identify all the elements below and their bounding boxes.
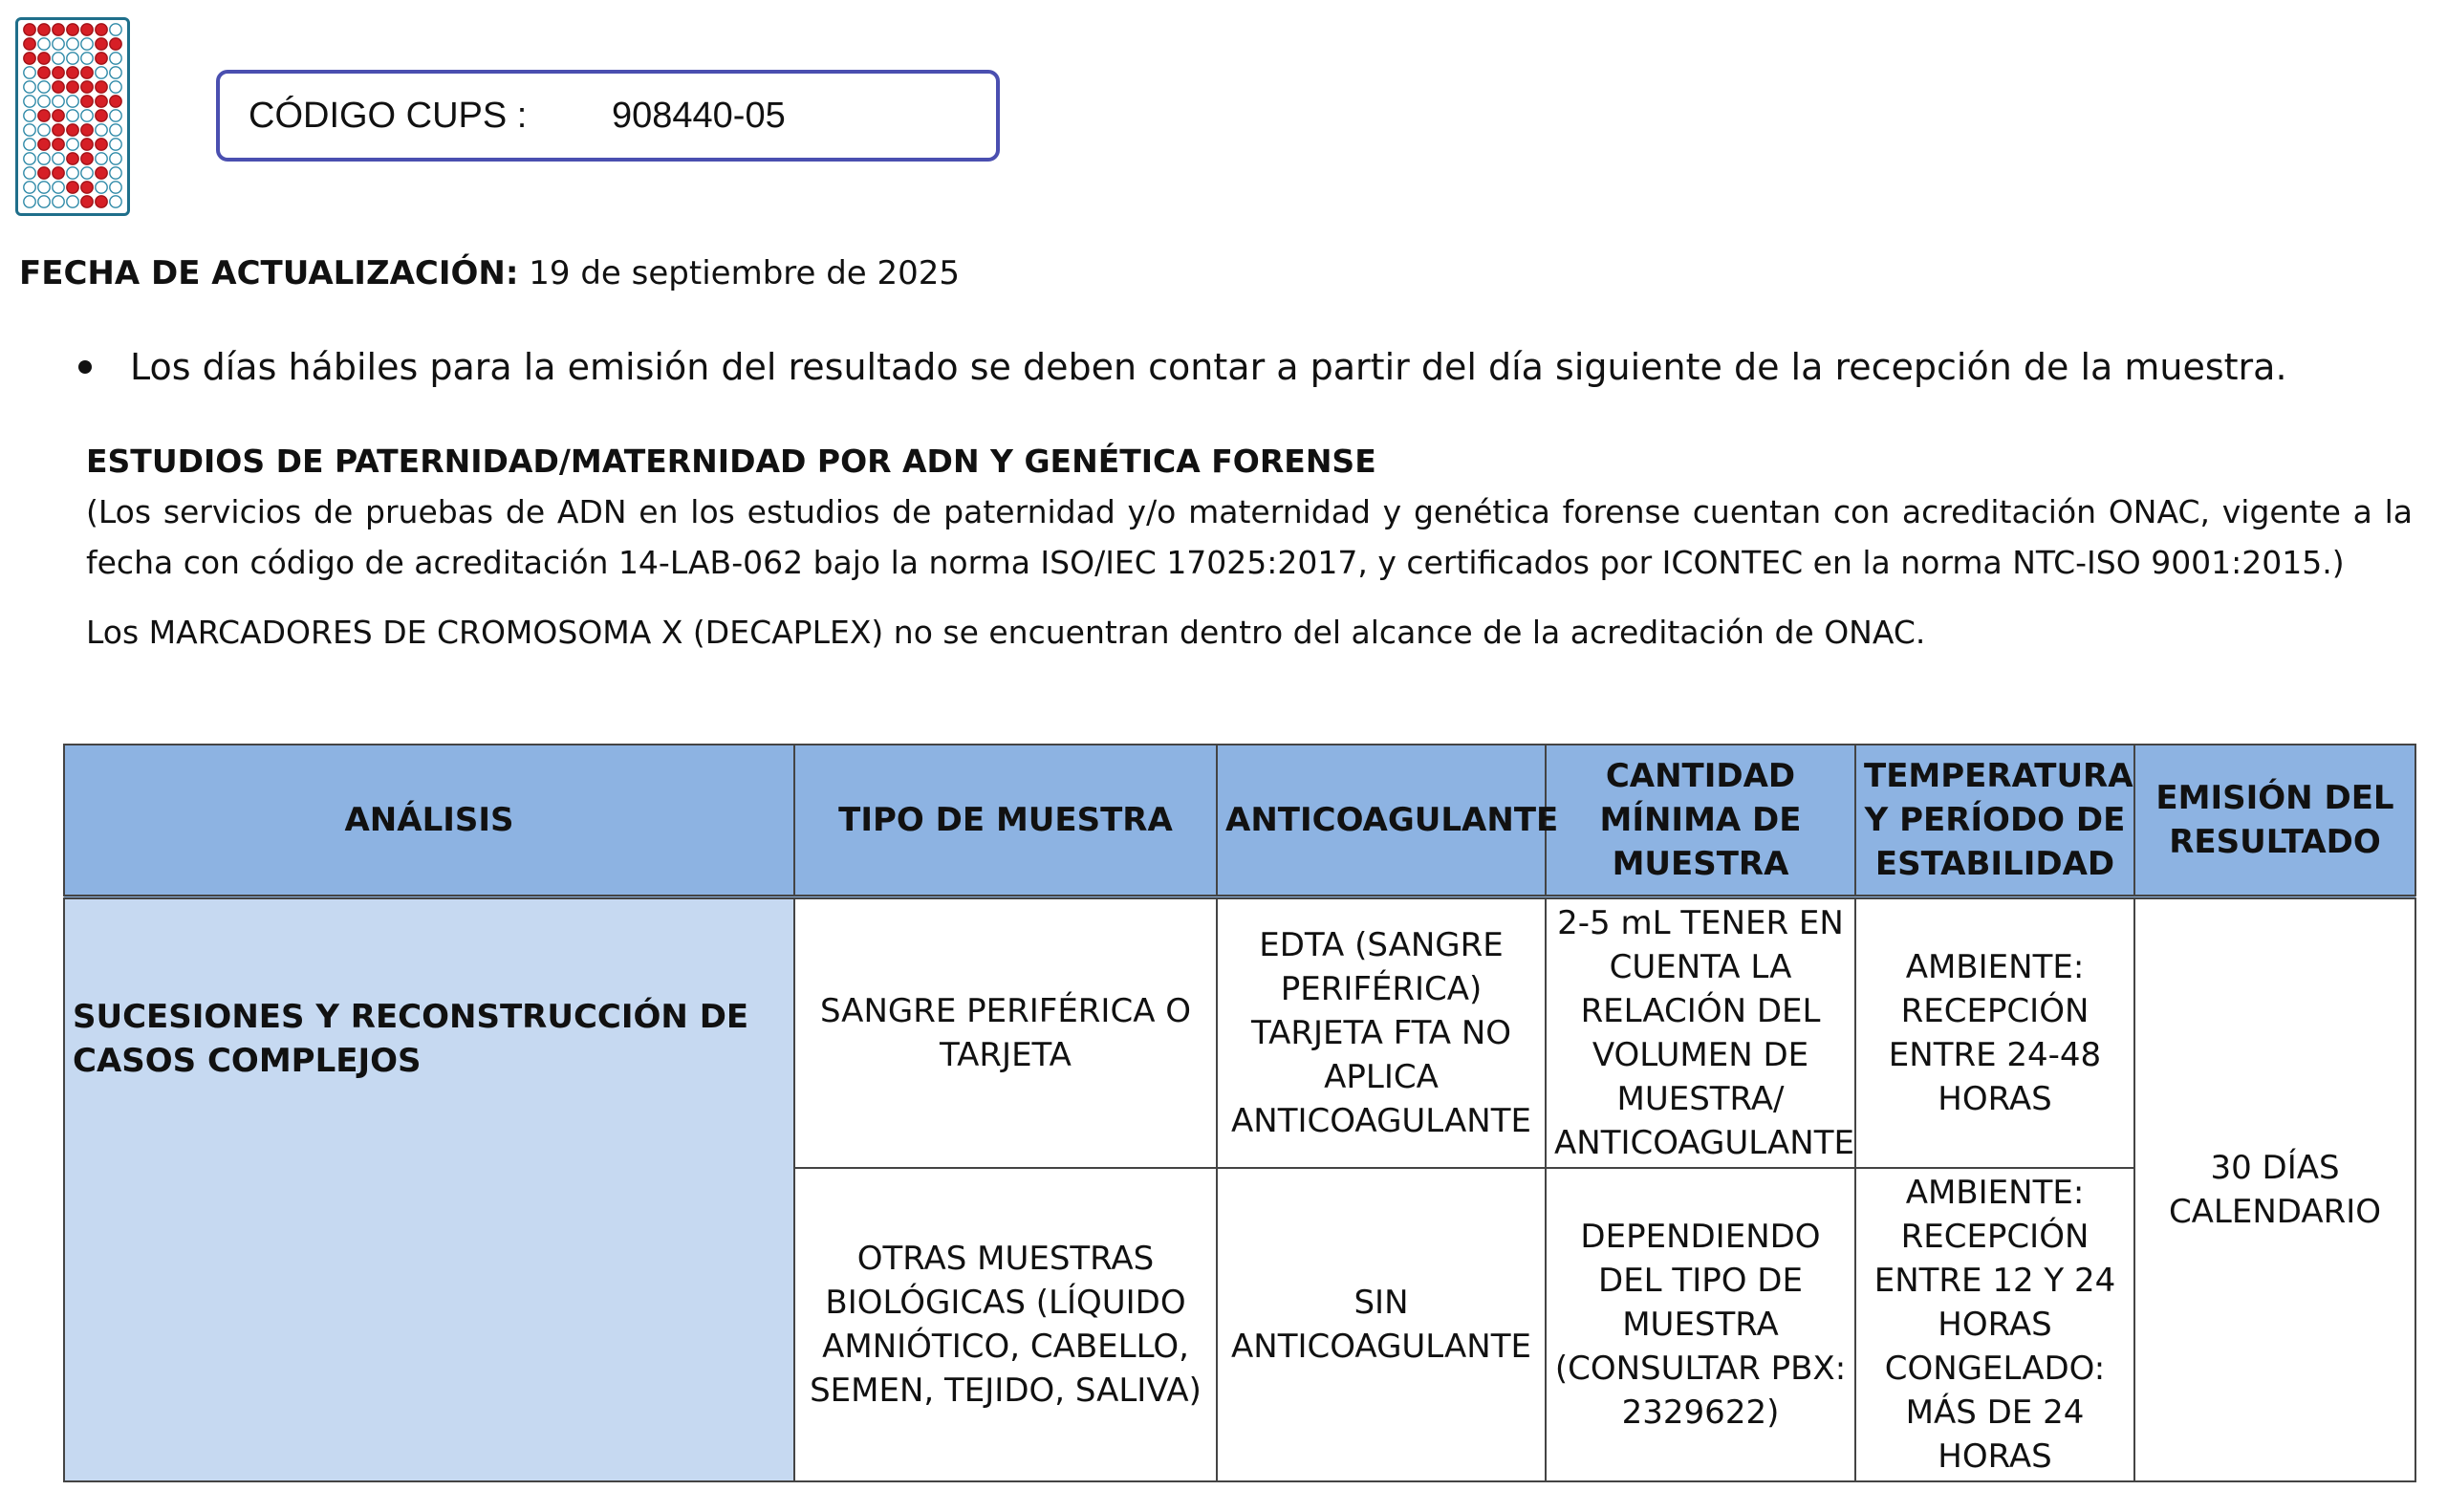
table-row	[64, 897, 2415, 1169]
lab-logo-icon	[18, 20, 127, 213]
logo-dot	[96, 167, 107, 179]
logo-dot	[110, 167, 121, 179]
logo-dot	[67, 67, 78, 78]
logo-dot	[53, 182, 64, 193]
header-min-quantity: CANTIDAD MÍNIMA DE MUESTRA	[1546, 745, 1855, 897]
logo-dot	[110, 124, 121, 136]
logo-dot	[67, 81, 78, 93]
logo-dot	[96, 96, 107, 107]
min-quantity-cell: DEPENDIENDO DEL TIPO DE MUESTRA (CONSULTAR PBX: 2329622)	[1546, 1168, 1855, 1481]
logo-dot	[96, 139, 107, 150]
logo-dot	[110, 53, 121, 64]
logo-dot	[96, 196, 107, 207]
logo-dot	[81, 81, 93, 93]
logo-dot	[110, 96, 121, 107]
logo-dot	[81, 53, 93, 64]
logo-dot	[67, 139, 78, 150]
logo-dot	[38, 110, 50, 121]
logo-dot	[53, 67, 64, 78]
logo-dot	[96, 53, 107, 64]
bullet-icon	[78, 360, 92, 374]
logo-dot	[81, 153, 93, 164]
temperature-cell: AMBIENTE: RECEPCIÓN ENTRE 12 Y 24 HORAS CONGELADO: MÁS DE 24 HORAS	[1855, 1168, 2134, 1481]
header-temperature: TEMPERATURA Y PERÍODO DE ESTABILIDAD	[1855, 745, 2134, 897]
logo-dot	[24, 124, 35, 136]
logo-dot	[38, 67, 50, 78]
logo-dot	[81, 182, 93, 193]
logo-dot	[38, 96, 50, 107]
logo-dot	[53, 196, 64, 207]
logo-dot	[38, 38, 50, 50]
logo-dot	[53, 53, 64, 64]
accreditation-section	[86, 436, 2413, 588]
logo-dot	[38, 182, 50, 193]
logo-dot	[53, 124, 64, 136]
logo-dot	[110, 38, 121, 50]
logo-dot	[24, 196, 35, 207]
logo-dot	[24, 139, 35, 150]
logo-dot	[24, 96, 35, 107]
cups-code-value: 908440-05	[612, 95, 786, 136]
logo-dot	[53, 38, 64, 50]
logo-dot	[81, 24, 93, 35]
logo-dot	[24, 110, 35, 121]
header-anticoagulant: ANTICOAGULANTE	[1217, 745, 1546, 897]
logo-dot	[96, 153, 107, 164]
header-sample-type: TIPO DE MUESTRA	[794, 745, 1217, 897]
logo-dot	[110, 24, 121, 35]
logo-dot	[53, 96, 64, 107]
sample-type-cell: SANGRE PERIFÉRICA O TARJETA	[794, 897, 1217, 1169]
logo-dot	[81, 96, 93, 107]
cups-code-box	[216, 70, 1000, 162]
logo-dot	[81, 38, 93, 50]
logo-dot	[24, 24, 35, 35]
logo-dot	[24, 182, 35, 193]
business-days-note	[78, 346, 2287, 388]
update-date-value: 19 de septiembre de 2025	[529, 254, 961, 292]
analysis-cell	[64, 897, 794, 1482]
logo-dot	[38, 139, 50, 150]
min-quantity-cell: 2-5 mL TENER EN CUENTA LA RELACIÓN DEL VOLUMEN DE MUESTRA/ ANTICOAGULANTE	[1546, 897, 1855, 1169]
analysis-name: SUCESIONES Y RECONSTRUCCIÓN DE CASOS COMPLEJOS	[73, 998, 749, 1080]
logo-dot	[53, 139, 64, 150]
logo-dot	[53, 167, 64, 179]
header-emission: EMISIÓN DEL RESULTADO	[2134, 745, 2415, 897]
logo-dot	[110, 139, 121, 150]
analysis-table	[63, 744, 2416, 1482]
logo-dot	[67, 110, 78, 121]
logo-dot	[81, 110, 93, 121]
logo-dot	[81, 139, 93, 150]
logo-dot	[96, 81, 107, 93]
logo-dot	[96, 110, 107, 121]
logo-dot	[96, 24, 107, 35]
logo-dot	[67, 182, 78, 193]
logo-dot	[53, 153, 64, 164]
logo-dot	[38, 196, 50, 207]
logo-dot	[24, 53, 35, 64]
logo-dot	[53, 81, 64, 93]
logo-dot	[96, 67, 107, 78]
logo-dot	[53, 110, 64, 121]
logo-dot	[81, 67, 93, 78]
logo-dot	[67, 53, 78, 64]
logo-dot	[96, 124, 107, 136]
logo-dot	[110, 153, 121, 164]
logo-dot	[67, 153, 78, 164]
logo-dot	[38, 153, 50, 164]
logo-dot	[110, 182, 121, 193]
logo-dot	[81, 196, 93, 207]
logo-dot	[110, 81, 121, 93]
logo-dot	[38, 167, 50, 179]
logo-dot	[96, 182, 107, 193]
cups-code-label: CÓDIGO CUPS :	[249, 95, 528, 136]
logo-dot	[24, 38, 35, 50]
decaplex-note: Los MARCADORES DE CROMOSOMA X (DECAPLEX) no se encuentran dentro del alcance de la acreditación de ONAC.	[86, 614, 1926, 651]
logo-dot	[24, 81, 35, 93]
update-date-label: FECHA DE ACTUALIZACIÓN:	[19, 254, 519, 292]
table-header-row	[64, 745, 2415, 897]
logo-dot	[24, 67, 35, 78]
logo-dot	[67, 96, 78, 107]
logo-dot	[24, 167, 35, 179]
logo-dot	[67, 124, 78, 136]
logo-dot	[38, 24, 50, 35]
update-date-line	[19, 254, 960, 292]
logo-dot	[110, 196, 121, 207]
section-body: (Los servicios de pruebas de ADN en los estudios de paternidad y/o maternidad y genética forense cuentan con acreditación ONAC, vigente a la fecha con código de acreditación 14-LAB-062 bajo la norma ISO/IEC 17025:2017, y certificados por ICONTEC en la norma NTC-ISO 9001:2015.)	[86, 493, 2413, 581]
logo-dot	[67, 24, 78, 35]
logo-dot	[24, 153, 35, 164]
lab-logo	[15, 17, 130, 216]
logo-dot	[67, 196, 78, 207]
logo-dot	[38, 53, 50, 64]
emission-cell: 30 DÍAS CALENDARIO	[2134, 897, 2415, 1482]
business-days-text: Los días hábiles para la emisión del resultado se deben contar a partir del día siguiente de la recepción de la muestra.	[130, 346, 2287, 388]
logo-dot	[38, 81, 50, 93]
logo-dot	[110, 110, 121, 121]
section-title: ESTUDIOS DE PATERNIDAD/MATERNIDAD POR ADN Y GENÉTICA FORENSE	[86, 443, 1376, 480]
logo-dot	[67, 38, 78, 50]
anticoagulant-cell: EDTA (SANGRE PERIFÉRICA) TARJETA FTA NO APLICA ANTICOAGULANTE	[1217, 897, 1546, 1169]
logo-dot	[53, 24, 64, 35]
logo-dot	[81, 167, 93, 179]
logo-dot	[96, 38, 107, 50]
anticoagulant-cell: SIN ANTICOAGULANTE	[1217, 1168, 1546, 1481]
logo-dot	[67, 167, 78, 179]
temperature-cell: AMBIENTE: RECEPCIÓN ENTRE 24-48 HORAS	[1855, 897, 2134, 1169]
sample-type-cell: OTRAS MUESTRAS BIOLÓGICAS (LÍQUIDO AMNIÓTICO, CABELLO, SEMEN, TEJIDO, SALIVA)	[794, 1168, 1217, 1481]
header-analysis: ANÁLISIS	[64, 745, 794, 897]
logo-dot	[38, 124, 50, 136]
logo-dot	[110, 67, 121, 78]
logo-dot	[81, 124, 93, 136]
